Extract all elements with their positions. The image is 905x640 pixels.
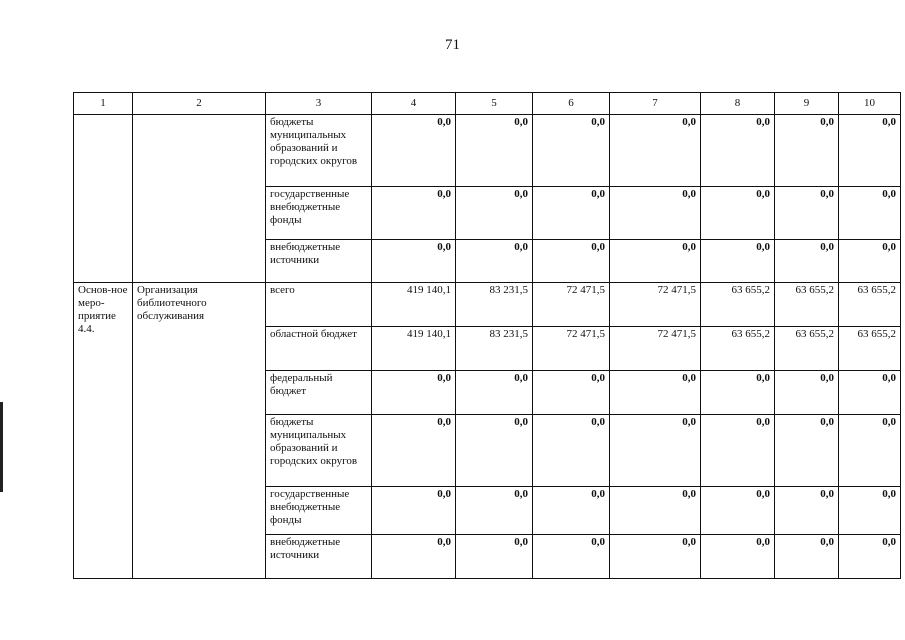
value-cell: 0,0 <box>701 535 775 579</box>
value-cell: 0,0 <box>533 535 610 579</box>
value-cell: 72 471,5 <box>533 327 610 371</box>
funding-source: федеральный бюджет <box>266 371 372 415</box>
value-cell: 72 471,5 <box>533 283 610 327</box>
value-cell: 0,0 <box>610 487 701 535</box>
value-cell: 72 471,5 <box>610 283 701 327</box>
value-cell: 0,0 <box>775 487 839 535</box>
measure-code: Основ-ное меро-приятие 4.4. <box>74 283 133 579</box>
value-cell: 63 655,2 <box>775 327 839 371</box>
budget-table <box>73 92 901 579</box>
value-cell: 0,0 <box>456 240 533 283</box>
funding-source: областной бюджет <box>266 327 372 371</box>
value-cell: 0,0 <box>701 371 775 415</box>
funding-source: внебюджетные источники <box>266 535 372 579</box>
value-cell: 63 655,2 <box>839 283 901 327</box>
value-cell: 0,0 <box>456 187 533 240</box>
value-cell: 0,0 <box>372 535 456 579</box>
value-cell: 0,0 <box>610 535 701 579</box>
value-cell: 0,0 <box>456 371 533 415</box>
value-cell: 0,0 <box>775 115 839 187</box>
value-cell: 0,0 <box>456 535 533 579</box>
funding-source: внебюджетные источники <box>266 240 372 283</box>
value-cell: 0,0 <box>839 187 901 240</box>
funding-source: бюджеты муниципальных образований и городских округов <box>266 115 372 187</box>
value-cell: 72 471,5 <box>610 327 701 371</box>
table-row <box>74 115 901 187</box>
value-cell: 0,0 <box>610 115 701 187</box>
value-cell: 0,0 <box>533 115 610 187</box>
column-header: 6 <box>533 93 610 115</box>
value-cell: 0,0 <box>533 415 610 487</box>
value-cell: 0,0 <box>775 240 839 283</box>
value-cell: 0,0 <box>839 487 901 535</box>
value-cell: 0,0 <box>533 187 610 240</box>
value-cell: 0,0 <box>701 415 775 487</box>
value-cell: 0,0 <box>839 240 901 283</box>
value-cell: 0,0 <box>456 487 533 535</box>
value-cell: 0,0 <box>775 371 839 415</box>
funding-source: всего <box>266 283 372 327</box>
value-cell: 0,0 <box>775 535 839 579</box>
header-row <box>74 93 901 115</box>
continued-measure-cell <box>74 115 133 283</box>
value-cell: 0,0 <box>701 240 775 283</box>
funding-source: государственные внебюджетные фонды <box>266 487 372 535</box>
value-cell: 0,0 <box>701 487 775 535</box>
continued-name-cell <box>133 115 266 283</box>
value-cell: 63 655,2 <box>701 283 775 327</box>
value-cell: 0,0 <box>839 415 901 487</box>
value-cell: 0,0 <box>775 415 839 487</box>
value-cell: 0,0 <box>839 535 901 579</box>
value-cell: 0,0 <box>839 371 901 415</box>
value-cell: 0,0 <box>610 371 701 415</box>
funding-source: бюджеты муниципальных образований и городских округов <box>266 415 372 487</box>
value-cell: 0,0 <box>610 187 701 240</box>
value-cell: 0,0 <box>701 115 775 187</box>
measure-name: Организация библиотечного обслуживания <box>133 283 266 579</box>
scan-edge-mark <box>0 402 3 492</box>
column-header: 7 <box>610 93 701 115</box>
column-header: 9 <box>775 93 839 115</box>
column-header: 10 <box>839 93 901 115</box>
value-cell: 0,0 <box>372 371 456 415</box>
value-cell: 63 655,2 <box>701 327 775 371</box>
value-cell: 0,0 <box>372 115 456 187</box>
value-cell: 0,0 <box>610 415 701 487</box>
column-header: 5 <box>456 93 533 115</box>
column-header: 3 <box>266 93 372 115</box>
column-header: 4 <box>372 93 456 115</box>
value-cell: 83 231,5 <box>456 327 533 371</box>
value-cell: 0,0 <box>533 487 610 535</box>
value-cell: 0,0 <box>533 240 610 283</box>
value-cell: 0,0 <box>372 240 456 283</box>
value-cell: 0,0 <box>775 187 839 240</box>
value-cell: 419 140,1 <box>372 283 456 327</box>
value-cell: 0,0 <box>610 240 701 283</box>
table-row <box>74 283 901 327</box>
value-cell: 63 655,2 <box>775 283 839 327</box>
value-cell: 0,0 <box>372 187 456 240</box>
value-cell: 0,0 <box>701 187 775 240</box>
funding-source: государственные внебюджетные фонды <box>266 187 372 240</box>
column-header: 2 <box>133 93 266 115</box>
value-cell: 0,0 <box>456 115 533 187</box>
column-header: 1 <box>74 93 133 115</box>
column-header: 8 <box>701 93 775 115</box>
value-cell: 63 655,2 <box>839 327 901 371</box>
value-cell: 419 140,1 <box>372 327 456 371</box>
value-cell: 0,0 <box>839 115 901 187</box>
page-number: 71 <box>445 37 460 53</box>
value-cell: 83 231,5 <box>456 283 533 327</box>
value-cell: 0,0 <box>372 415 456 487</box>
value-cell: 0,0 <box>533 371 610 415</box>
value-cell: 0,0 <box>372 487 456 535</box>
value-cell: 0,0 <box>456 415 533 487</box>
